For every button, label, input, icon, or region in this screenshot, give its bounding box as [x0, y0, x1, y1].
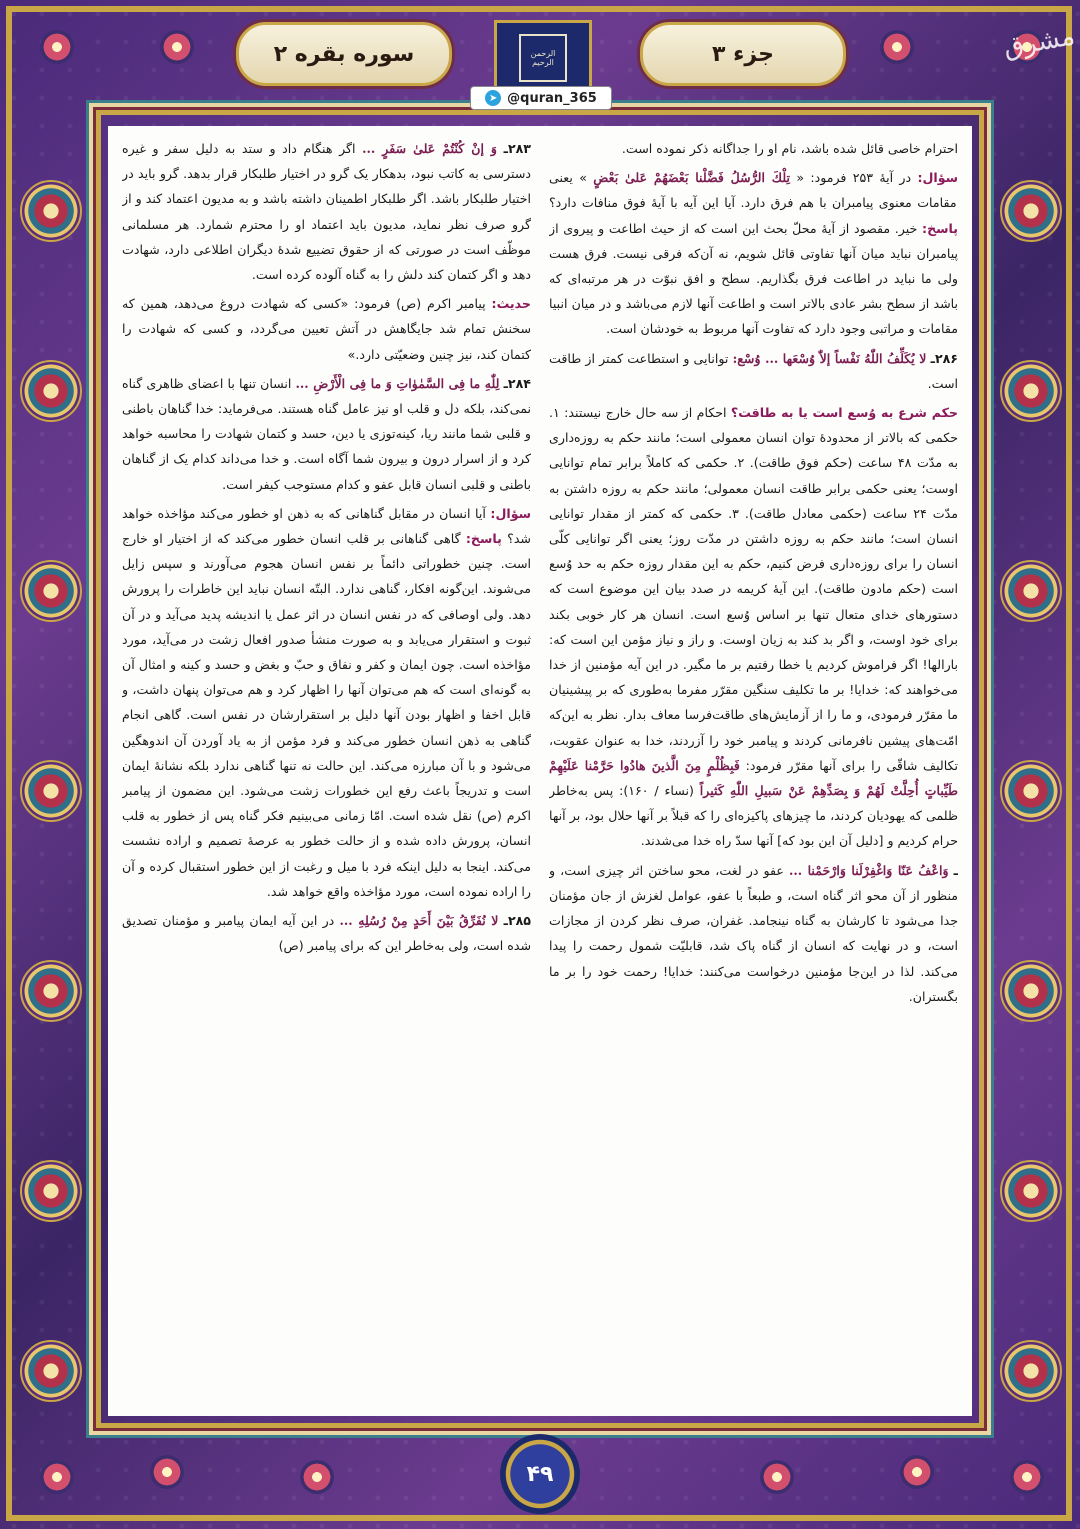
telegram-icon: ➤: [485, 90, 501, 106]
text-area: [108, 126, 972, 1416]
border-medallion: [20, 1340, 82, 1402]
ayah-quote: وَ إنْ كُنْتُمْ عَلىٰ سَفَرٍ ...: [362, 141, 498, 156]
answer-label: پاسخ:: [922, 220, 958, 236]
border-medallion: [20, 360, 82, 422]
paragraph-text: انسان تنها با اعضای ظاهری گناه نمی‌کند، بلکه دل و قلب او نیز عامل گناه هستند. می‌فرماید: خدا گناهان باطنی و قلبی شما مانند ریا، کینه‌توزی یا دین، حسد و کتمان شهادت را محاسبه خواهد کرد و از اسرار درون و بیرون شما آگاه است. و خدا می‌داند کدام یک از گناهان باطنی و قلبی انسان قابل عفو و کدام مستوجب کیفر است.: [122, 375, 531, 492]
border-medallion: [20, 1160, 82, 1222]
paragraph-text: توانایی و استطاعت کمتر از طاقت است.: [549, 350, 958, 391]
paragraph: [122, 136, 531, 287]
ayah-quote: تِلْكَ الرُّسُلُ فَضَّلْنا بَعْضَهُمْ عَلىٰ بَعْضٍ: [593, 170, 790, 186]
border-medallion: [20, 960, 82, 1022]
paragraph-text: عفو در لغت، محو ساختن اثر چیزی است، و منظور از آن محو اثر گناه است، و طبعاً با عفو، عوامل لغزش از جان مؤمنان جدا می‌شود تا کارشان به گناه نینجامد. غفران، صرف نظر کردن از مجازات است، و در نهایت که انسان از گناه پاک شد، قابلیّت شمول رحمت را پیدا می‌کند. لذا در این‌جا مؤمنین درخواست می‌کنند: خدایا! رحمت خود را بر ما بگستران.: [549, 862, 958, 1004]
page-number: ۴۹: [526, 1461, 554, 1487]
surah-label: سوره بقره ۲: [273, 41, 415, 67]
juz-label: جزء ۳: [712, 41, 774, 67]
right-column: [122, 136, 531, 1406]
page-number-badge: [500, 1434, 580, 1514]
paragraph: [549, 136, 958, 161]
paragraph: [122, 908, 531, 958]
border-medallion: [1000, 360, 1062, 422]
paragraph-text: اگر هنگام داد و ستد به دلیل سفر و غیره دسترسی به کاتب نبود، بدهکار یک گرو در اختیار طلبکار قرار بدهد. گرو باید در اختیار طلبکار باشد. اگر طلبکار اطمینان داشته باشد و به مدیون اعتماد کند و از گرو صرف نظر نماید، مدیون باید اعتماد او را محترم شمارد. هر مسلمانی موظّف است در صورتی که از حقوق تضییع شدهٔ دیگران اطلاعی دارد، شهادت دهد و اگر کتمان کند دلش را به گناه آلوده کرده است.: [122, 141, 531, 283]
paragraph-text: در آیهٔ ۲۵۳ فرمود: «: [796, 170, 912, 186]
paragraph: [549, 858, 958, 1009]
paragraph-text: (نساء / ۱۶۰): پس به‌خاطر ظلمی که یهودیان کردند، ما چیزهای پاکیزه‌ای را که قبلاً بر آنها حلال بود، بر آنها حرام کردیم و [دلیل آن این بود که] آنها سدّ راه خدا می‌شدند.: [549, 783, 958, 849]
channel-handle[interactable]: [470, 86, 612, 110]
juz-cartouche: [640, 22, 846, 86]
logo-text: الرحمن الرحیم: [530, 49, 556, 67]
question-label: سؤال:: [490, 505, 531, 521]
border-medallion: [1000, 960, 1062, 1022]
border-flower: [900, 1455, 934, 1489]
paragraph-text: خیر. مقصود از آیهٔ محلّ بحث این است که از حیث اطاعت و پیروی از پیامبران نباید میان آنها تفاوتی قائل شویم، نه آن‌که فرقی نیست. فرق هست ولی ما نباید در اطاعت فرق بگذاریم. سطح و افق نبوّت در هر مرتبه‌ای که باشد از سطح بشر عادی بالاتر است و اطاعت آنها لازم می‌باشد و در میان انبیا مقامات و مراتبی وجود دارد که تفاوت آنها مربوط به خودشان است.: [549, 220, 958, 337]
paragraph-text: احکام از سه حال خارج نیستند: ۱. حکمی که بالاتر از محدودهٔ توان انسان معمولی است؛ مانند حکم به روزه‌داری به مدّت ۴۸ ساعت (حکم فوق طاقت). ۲. حکمی که کاملاً برابر تمام توانایی اوست؛ یعنی حکمی برابر طاقت انسان معمولی؛ مانند حکم به روزه داشتن به مدّت ۲۴ ساعت (حکمی معادل طاقت). ۳. حکمی که کمتر از مقدار توانایی انسان است؛ مانند حکم به روزه داشتن در مدّت روز؛ یعنی اگر توانایی کلّی انسان را برای روزه‌داری فرض کنیم، حکم به این مقدار روزه حکم به حد وُسع است (حکم مادون طاقت). این آیهٔ کریمه در صدد بیان این موضوع است که دستورهای خدای متعال تنها بر اساس وُسع است. انسان هر کار خوبی بکند برای خود اوست، و اگر بد کند به زیان اوست. و راز و نیاز مؤمن این است که: بارالها! اگر فراموش کردیم یا خطا رفتیم بر ما مگیر. در این آیه مؤمنین از خدا می‌خواهند که: خدایا! بر ما تکلیف سنگین مقرّر مفرما به‌طوری که بر پیشینیان ما مقرّر فرمودی، و ما را از آزمایش‌های طاقت‌فرسا معاف بدار. نظر به این‌که امّت‌های پیشین نافرمانی کردند و پیامبر خود را آزردند، خدا به عنوان عقوبت، تکالیف شاقّی را برای آنها مقرّر فرمود:: [549, 405, 958, 773]
paragraph: [549, 400, 958, 854]
question-label: سؤال:: [917, 170, 958, 186]
answer-label: پاسخ:: [465, 531, 502, 547]
border-medallion: [1000, 760, 1062, 822]
channel-handle-text: @quran_365: [507, 90, 597, 106]
paragraph-text: پیامبر اکرم (ص) فرمود: «کسی که شهادت دروغ می‌دهد، همین که سخنش تمام شد جایگاهش در آتش تعیین می‌گردد، و کسی که شهادت را کتمان کند، نیز چنین وضعیّتی دارد.»: [122, 296, 531, 362]
paragraph: [122, 291, 531, 367]
border-flower: [1010, 1460, 1044, 1494]
bismillah-logo: [494, 20, 592, 96]
ayah-quote: وَاعْفُ عَنّا وَاغْفِرْلَنا وَارْحَمْنا ...: [788, 862, 949, 878]
paragraph-text: در این آیه ایمان پیامبر و مؤمنان تصدیق شده است، ولی به‌خاطر این که برای پیامبر (ص): [122, 913, 531, 954]
border-medallion: [1000, 1340, 1062, 1402]
border-medallion: [1000, 1160, 1062, 1222]
verse-number: ۲۸۶ـ: [930, 350, 958, 366]
logo-icon: [519, 34, 567, 82]
border-medallion: [20, 760, 82, 822]
border-flower: [150, 1455, 184, 1489]
verse-number: ـ: [953, 862, 958, 878]
border-medallion: [1000, 180, 1062, 242]
paragraph-text: گاهی گناهانی بر قلب انسان خطور می‌کند که از اختیار او خارج است. چنین خطوراتی دائماً بر نفس انسان هجوم می‌آورند و سپس زایل می‌شوند. این‌گونه افکار، گناهی ندارد. البتّه انسان نباید این خاطرات را پرورش دهد. ولی اوصافی که در نفس انسان در اثر عمل یا اندیشه پدید می‌آید و در آن ثبوت و استقرار می‌یابد و به صورت منشأ صدور افعال زشت در می‌آید، مورد مؤاخذه است. چون ایمان و کفر و نفاق و حبّ و بغض و حسد و کینه و امثال آن به گونه‌ای است که هم می‌توان آنها را اظهار کرد و هم می‌توان پنهان داشت، و قابل اخفا و اظهار بودن آنها دلیل بر استقرارشان در نفس است. گاهی انجام گناهی به ذهن انسان خطور می‌کند و فرد مؤمن از به یاد آوردن آن اندوهگین می‌شود و با آن مبارزه می‌کند. این حالت نه تنها گناهی ندارد بلکه نشانهٔ ایمان است و تدریجاً باعث رفع این خطورات زشت می‌شود. این مضمون از پیامبر اکرم (ص) نقل شده است. امّا زمانی می‌بینیم فکر گناه پس از خطور به قلب انسان، پرورش داده شده و از حالت خطور به عرصهٔ تصمیم و اراده نشست می‌کند. اینجا به دلیل اینکه فرد با میل و رغبت از این خطور استقبال کرده و آن را اراده نموده است، مورد مؤاخذه واقع خواهد شد.: [122, 531, 531, 899]
verse-number: ۲۸۳ـ: [503, 141, 531, 156]
ayah-quote: لا نُفَرِّقُ بَيْنَ أَحَدٍ مِنْ رُسُلِهِ ...: [339, 913, 499, 929]
border-medallion: [20, 180, 82, 242]
section-heading: حکم شرع به وُسع است یا به طاقت؟: [730, 405, 958, 421]
paragraph: [122, 371, 531, 497]
ayah-quote: لا يُكَلِّفُ اللّٰهُ نَفْساً إلاّٰ وُسْعَها ... وُسْع:: [732, 350, 927, 366]
paragraph-text: آیا انسان در مقابل گناهانی که به ذهن او خطور می‌کند مؤاخذه خواهد شد؟: [122, 505, 531, 547]
surah-cartouche: [236, 22, 452, 86]
verse-number: ۲۸۴ـ: [503, 375, 531, 391]
hadith-label: حدیث:: [491, 296, 531, 312]
paragraph: [549, 346, 958, 396]
watermark-text: مشرق: [1001, 21, 1078, 64]
border-medallion: [20, 560, 82, 622]
border-medallion: [1000, 560, 1062, 622]
paragraph: [122, 501, 531, 904]
paragraph-text: احترام خاصی قائل شده باشد، نام او را جداگانه ذکر نموده است.: [621, 141, 958, 156]
ayah-quote: فَبِظُلْمٍ مِنَ الَّذينَ هادُوا حَرَّمْنا عَلَيْهِمْ طَيِّباتٍ أُحِلَّتْ لَهُمْ وَ بِصَدِّهِمْ عَنْ سَبيلِ اللّٰهِ كَثيراً: [549, 757, 958, 799]
watermark-logo: [1001, 21, 1078, 93]
paragraph: [549, 165, 958, 341]
paragraph-text: » یعنی مقامات معنوی پیامبران با هم فرق دارد. آیا این آیه با آیهٔ فوق منافات دارد؟: [549, 170, 957, 211]
border-flower: [300, 1460, 334, 1494]
border-flower: [760, 1460, 794, 1494]
verse-number: ۲۸۵ـ: [503, 913, 531, 929]
left-column: [549, 136, 958, 1406]
page-header: [0, 8, 1080, 98]
border-flower: [40, 1460, 74, 1494]
ayah-quote: لِلّٰهِ ما فِی السَّمٰوٰاتِ وَ ما فِی الْأَرْضِ ...: [295, 375, 500, 391]
